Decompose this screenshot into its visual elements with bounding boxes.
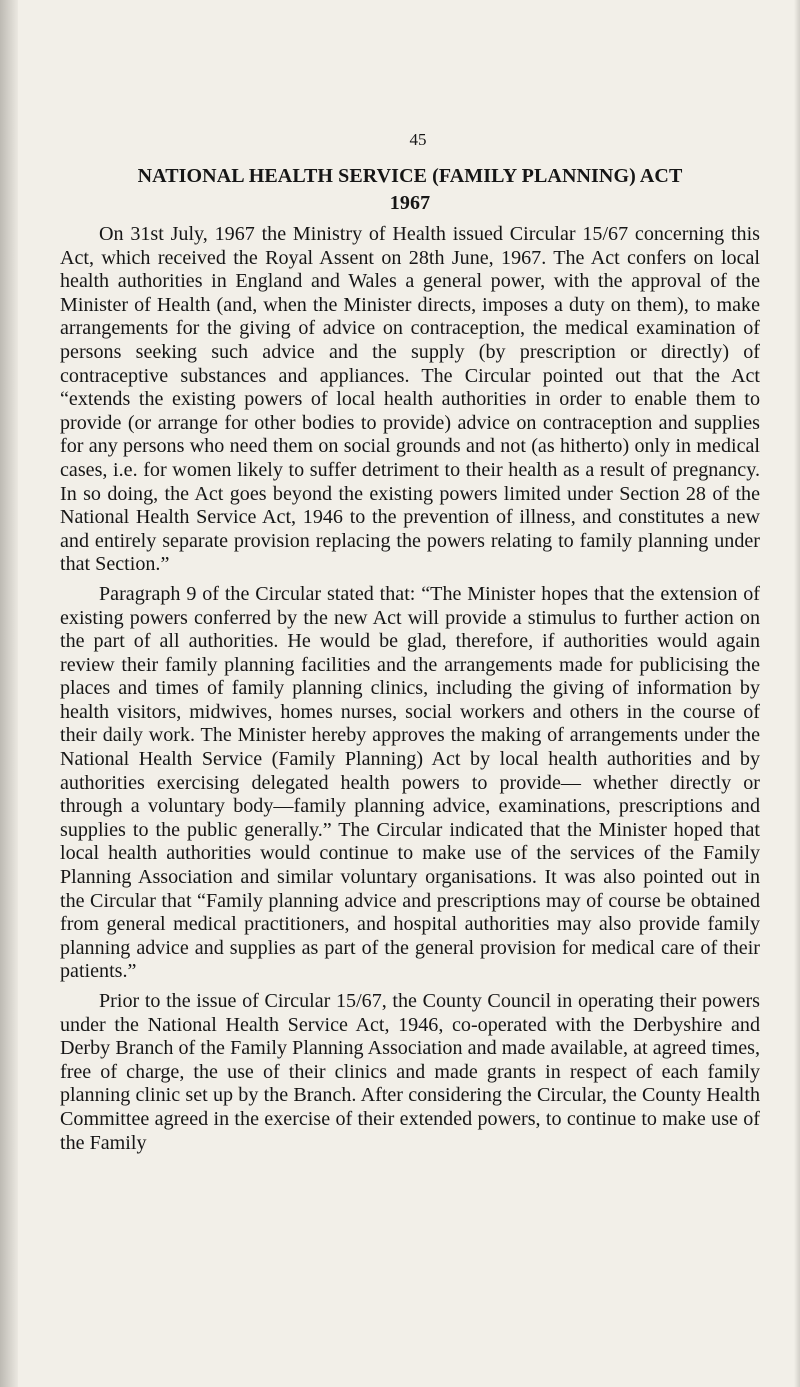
paragraph-1: On 31st July, 1967 the Ministry of Health issued Circular 15/67 concerning this Act, which received the Royal Assent on 28th June, 1967. The Act confers on local health authorities in England and Wales a general power, with the approval of the Minister of Health (and, when the Minister directs, imposes a duty on them), to make arrangements for the giving of advice on contraception, the medical examination of persons seeking such advice and the supply (by prescription or directly) of contraceptive substances and appliances. The Circular pointed out that the Act “extends the existing powers of local health authorities in order to enable them to provide (or arrange for other bodies to provide) advice on contraception and supplies for any persons who need them on social grounds and not (as hitherto) only in medical cases, i.e. for women likely to suffer detriment to their health as a result of pregnancy. In so doing, the Act goes beyond the existing powers limited under Section 28 of the National Health Service Act, 1946 to the prevention of illness, and constitutes a new and entirely separate provision replacing the powers relating to family planning under that Section.” <box>60 223 760 576</box>
paragraph-2: Paragraph 9 of the Circular stated that: “The Minister hopes that the extension of existing powers conferred by the new Act will provide a stimulus to further action on the part of all authorities. He would be glad, therefore, if authorities would again review their family planning facilities and the arrangements made for publicising the places and times of family planning clinics, including the giving of information by health visitors, midwives, homes nurses, social workers and others in the course of their daily work. The Minister hereby approves the making of arrangements under the National Health Service (Family Planning) Act by local health authorities and by authorities exercising delegated health powers to provide— whether directly or through a voluntary body—family planning advice, examinations, prescriptions and supplies to the public generally.” The Circular indicated that the Minister hoped that local health authorities would continue to make use of the services of the Family Planning Association and similar voluntary organisations. It was also pointed out in the Circular that “Family planning advice and prescriptions may of course be obtained from general medical practitioners, and hospital authorities may also provide family planning advice and supplies as part of the general provision for medical care of their patients.” <box>60 582 760 983</box>
document-page <box>60 130 760 1161</box>
scan-edge-shadow-left <box>0 0 18 1387</box>
paragraph-3: Prior to the issue of Circular 15/67, the County Council in operating their powers under the National Health Service Act, 1946, co-operated with the Derbyshire and Derby Branch of the Family Planning Association and made available, at agreed times, free of charge, the use of their clinics and made grants in respect of each family planning clinic set up by the Branch. After considering the Circular, the County Health Committee agreed in the exercise of their extended powers, to continue to make use of the Family <box>60 990 760 1154</box>
section-title-line-1: NATIONAL HEALTH SERVICE (FAMILY PLANNING) ACT <box>137 165 683 187</box>
page-number: 45 <box>409 130 427 149</box>
scan-edge-shadow-right <box>794 0 800 1387</box>
section-title <box>60 163 760 217</box>
section-title-line-2: 1967 <box>389 192 431 214</box>
